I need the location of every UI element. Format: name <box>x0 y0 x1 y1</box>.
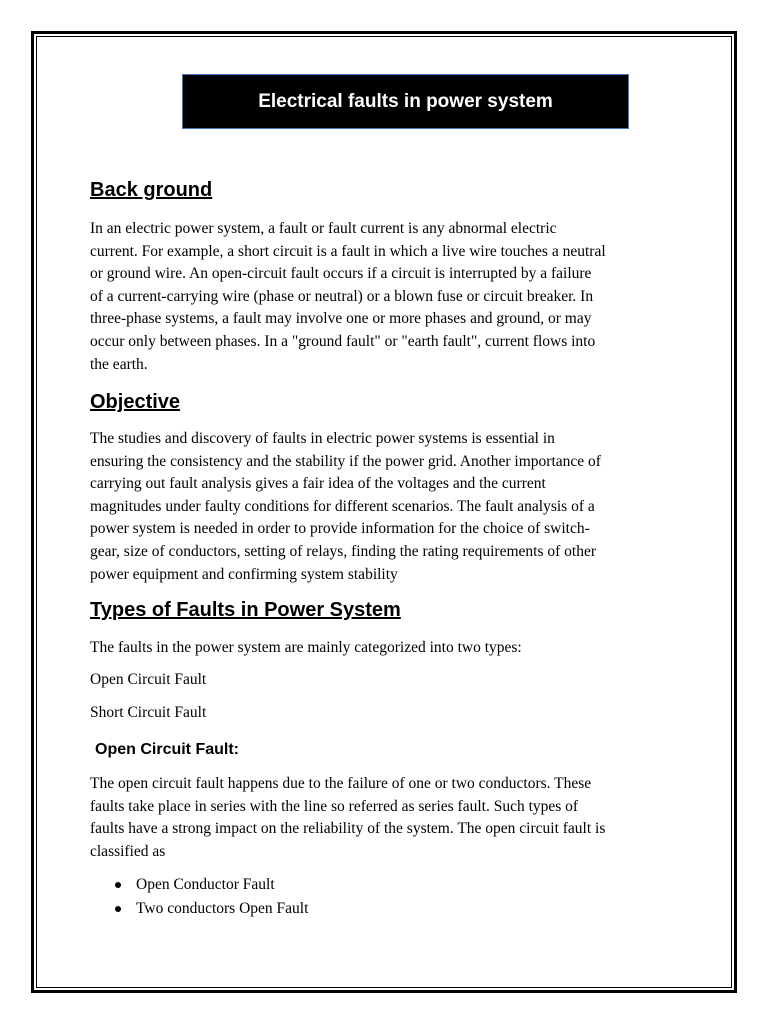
text-line: occur only between phases. In a "ground fault" or "earth fault", current flows into <box>90 332 596 350</box>
list-item: Open Conductor Fault <box>136 873 690 897</box>
document-title-box <box>182 74 629 129</box>
background-paragraph <box>90 218 690 376</box>
text-line: carrying out fault analysis gives a fair idea of the voltages and the current <box>90 475 546 493</box>
section-heading-background: Back ground <box>90 179 213 201</box>
text-line: power equipment and confirming system stability <box>90 565 398 583</box>
text-line: In an electric power system, a fault or fault current is any abnormal electric <box>90 220 557 237</box>
types-intro: The faults in the power system are mainly categorized into two types: <box>90 639 522 656</box>
section-background <box>90 178 690 202</box>
section-types <box>90 598 690 622</box>
objective-paragraph <box>90 428 690 586</box>
text-line: classified as <box>90 842 166 860</box>
list-item: Two conductors Open Fault <box>136 897 690 921</box>
text-line: magnitudes under faulty conditions for different scenarios. The fault analysis of a <box>90 497 595 515</box>
text-line: the earth. <box>90 355 148 373</box>
section-heading-types: Types of Faults in Power System <box>90 599 401 621</box>
section-heading-objective: Objective <box>90 391 181 413</box>
text-line: current. For example, a short circuit is a fault in which a live wire touches a neutral <box>90 242 606 260</box>
section-objective <box>90 390 690 414</box>
text-line: of a current-carrying wire (phase or neutral) or a blown fuse or circuit breaker. In <box>90 287 594 305</box>
types-item-short-circuit: Short Circuit Fault <box>90 704 207 721</box>
text-line: three-phase systems, a fault may involve one or more phases and ground, or may <box>90 310 592 328</box>
text-line: faults take place in series with the line so referred as series fault. Such types of <box>90 797 579 815</box>
text-line: faults have a strong impact on the reliability of the system. The open circuit fault is <box>90 820 606 838</box>
text-line: or ground wire. An open-circuit fault occurs if a circuit is interrupted by a failure <box>90 265 592 283</box>
text-line: The open circuit fault happens due to the failure of one or two conductors. These <box>90 775 592 792</box>
section-heading-open-circuit: Open Circuit Fault: <box>95 741 239 758</box>
text-line: gear, size of conductors, setting of relays, finding the rating requirements of other <box>90 542 596 560</box>
open-circuit-paragraph <box>90 773 690 863</box>
text-line: ensuring the consistency and the stability if the power grid. Another importance of <box>90 452 601 470</box>
types-item-open-circuit: Open Circuit Fault <box>90 671 207 688</box>
open-circuit-list <box>90 873 690 921</box>
section-open-circuit <box>90 740 690 760</box>
document-title: Electrical faults in power system <box>258 90 553 112</box>
text-line: power system is needed in order to provide information for the choice of switch- <box>90 520 590 538</box>
text-line: The studies and discovery of faults in electric power systems is essential in <box>90 430 555 447</box>
